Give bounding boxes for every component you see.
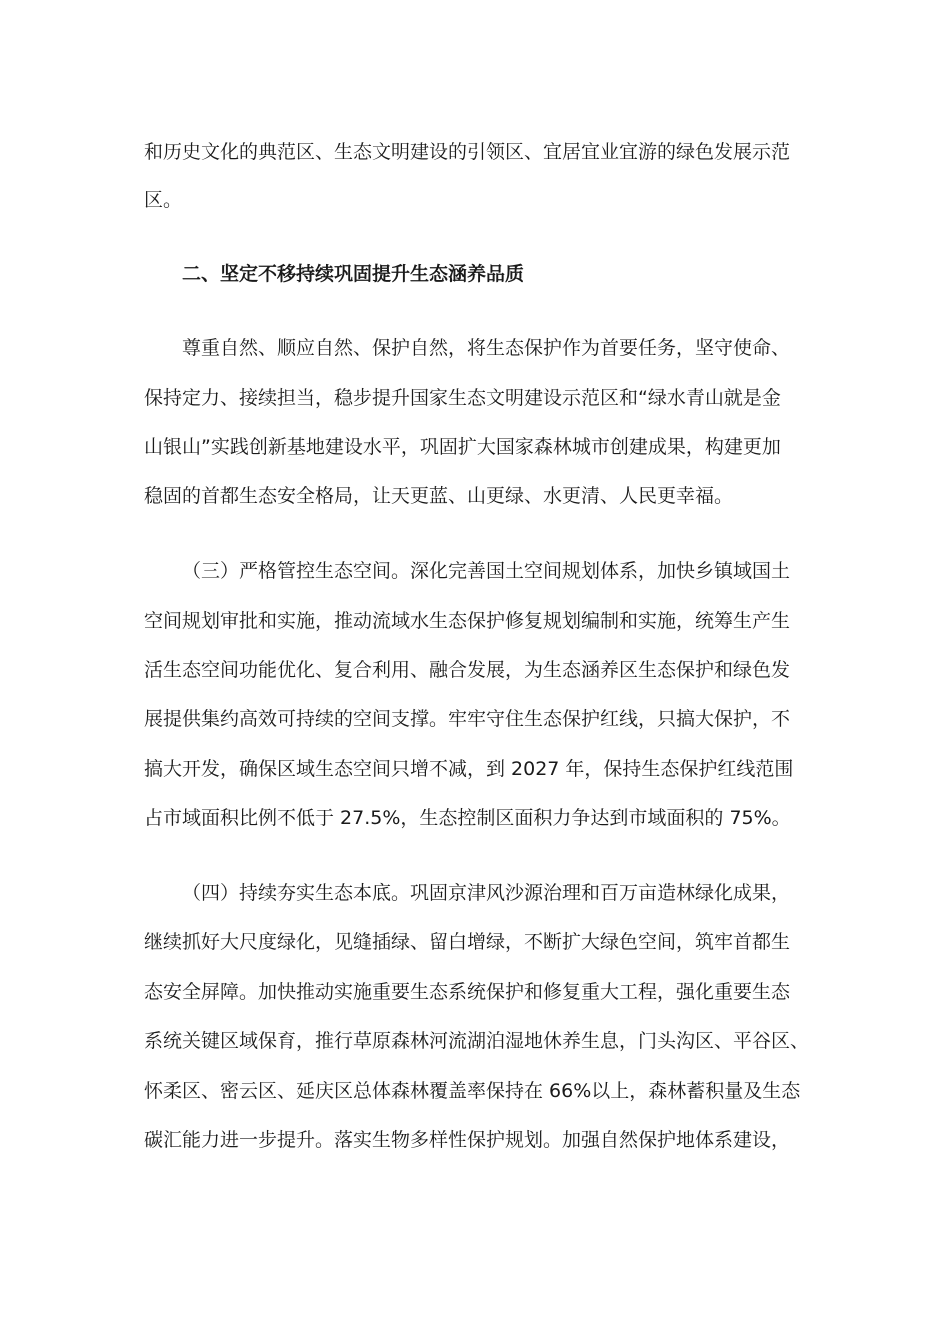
paragraph-1-line-2: 保持定力、接续担当，稳步提升国家生态文明建设示范区和“绿水青山就是金 — [144, 387, 781, 409]
paragraph-2-line-4: 展提供集约高效可持续的空间支撑。牢牢守住生态保护红线，只搞大保护，不 — [144, 708, 791, 730]
paragraph-3-line-5: 怀柔区、密云区、延庆区总体森林覆盖率保持在 66%以上，森林蓄积量及生态 — [144, 1080, 801, 1102]
paragraph-1-line-1: 尊重自然、顺应自然、保护自然，将生态保护作为首要任务，坚守使命、 — [182, 337, 791, 359]
section-heading: 二、坚定不移持续巩固提升生态涵养品质 — [182, 263, 525, 285]
paragraph-3-line-2: 继续抓好大尺度绿化，见缝插绿、留白增绿，不断扩大绿色空间，筑牢首都生 — [144, 931, 791, 953]
paragraph-3-line-4: 系统关键区域保育，推行草原森林河流湖泊湿地休养生息，门头沟区、平谷区、 — [144, 1030, 810, 1052]
paragraph-3-line-6: 碳汇能力进一步提升。落实生物多样性保护规划。加强自然保护地体系建设， — [144, 1129, 791, 1151]
paragraph-1-line-4: 稳固的首都生态安全格局，让天更蓝、山更绿、水更清、人民更幸福。 — [144, 485, 734, 507]
paragraph-2-line-5: 搞大开发，确保区域生态空间只增不减，到 2027 年，保持生态保护红线范围 — [144, 758, 794, 780]
paragraph-2-line-1: （三）严格管控生态空间。深化完善国土空间规划体系，加快乡镇域国土 — [182, 560, 791, 582]
intro-line-1: 和历史文化的典范区、生态文明建设的引领区、宜居宜业宜游的绿色发展示范 — [144, 141, 791, 163]
paragraph-2-line-3: 活生态空间功能优化、复合利用、融合发展，为生态涵养区生态保护和绿色发 — [144, 659, 791, 681]
paragraph-2-line-2: 空间规划审批和实施，推动流域水生态保护修复规划编制和实施，统筹生产生 — [144, 610, 791, 632]
paragraph-1-line-3: 山银山”实践创新基地建设水平，巩固扩大国家森林城市创建成果，构建更加 — [144, 436, 781, 458]
paragraph-3-line-1: （四）持续夯实生态本底。巩固京津风沙源治理和百万亩造林绿化成果， — [182, 882, 791, 904]
paragraph-2-line-6: 占市域面积比例不低于 27.5%，生态控制区面积力争达到市域面积的 75%。 — [144, 807, 791, 829]
paragraph-3-line-3: 态安全屏障。加快推动实施重要生态系统保护和修复重大工程，强化重要生态 — [144, 981, 791, 1003]
intro-line-2: 区。 — [144, 189, 183, 211]
